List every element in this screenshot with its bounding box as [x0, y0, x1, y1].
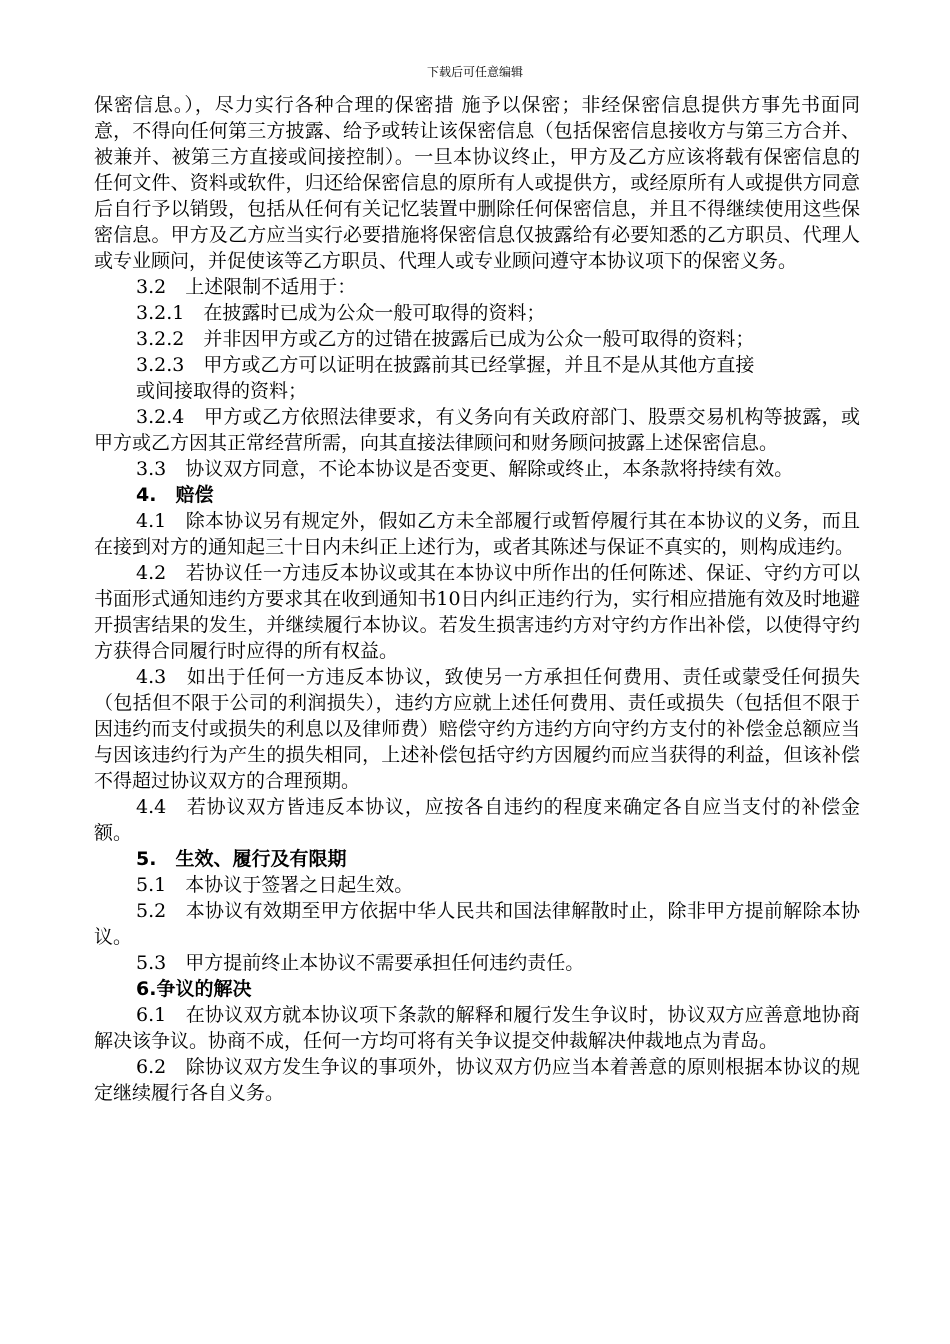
page-header: 下载后可任意编辑	[426, 65, 523, 79]
paragraph-confidentiality: 保密信息。），尽力实行各种合理的保密措 施予以保密；非经保密信息提供方事先书面同意，不得向任何第三方披露、给予或转让该保密信息（包括保密信息接收方与第三方合并、被兼并、被第三方直接或间接控制）。一旦本协议终止，甲方及乙方应该将载有保密信息的任何文件、资料或软件，归还给保密信息的原所有人或提供方，或经原所有人或提供方同意后自行予以销毁，包括从任何有关记忆装置中删除任何保密信息，并且不得继续使用这些保密信息。甲方及乙方应当实行必要措施将保密信息仅披露给有必要知悉的乙方职员、代理人或专业顾问，并促使该等乙方职员、代理人或专业顾问遵守本协议项下的保密义务。	[94, 94, 860, 272]
section-heading-6: 6.争议的解决	[136, 978, 252, 1000]
clause-4-1: 4.1 除本协议另有规定外，假如乙方未全部履行或暂停履行其在本协议的义务，而且在接到对方的通知起三十日内未纠正上述行为，或者其陈述与保证不真实的，则构成违约。	[94, 510, 860, 558]
clause-5-3: 5.3 甲方提前终止本协议不需要承担任何违约责任。	[136, 952, 585, 974]
clause-6-1: 6.1 在协议双方就本协议项下条款的解释和履行发生争议时，协议双方应善意地协商解决该争议。协商不成，任何一方均可将有关争议提交仲裁解决仲裁地点为青岛。	[94, 1004, 860, 1052]
clause-3-2-2: 3.2.2 并非因甲方或乙方的过错在披露后已成为公众一般可取得的资料；	[136, 328, 755, 350]
clause-3-2-3: 3.2.3 甲方或乙方可以证明在披露前其已经掌握，并且不是从其他方直接	[136, 354, 755, 376]
clause-3-2-3-cont: 或间接取得的资料；	[136, 380, 308, 402]
clause-5-1: 5.1 本协议于签署之日起生效。	[136, 874, 414, 896]
clause-3-3: 3.3 协议双方同意，不论本协议是否变更、解除或终止，本条款将持续有效。	[136, 458, 794, 480]
clause-4-4: 4.4 若协议双方皆违反本协议，应按各自违约的程度来确定各自应当支付的补偿金额。	[94, 796, 860, 844]
clause-5-2: 5.2 本协议有效期至甲方依据中华人民共和国法律解散时止，除非甲方提前解除本协议。	[94, 900, 860, 948]
clause-4-2: 4.2 若协议任一方违反本协议或其在本协议中所作出的任何陈述、保证、守约方可以书面形式通知违约方要求其在收到通知书10日内纠正违约行为，实行相应措施有效及时地避开损害结果的发生，并继续履行本协议。若发生损害违约方对守约方作出补偿，以使得守约方获得合同履行时应得的所有权益。	[94, 562, 860, 662]
clause-3-2-1: 3.2.1 在披露时已成为公众一般可取得的资料；	[136, 302, 546, 324]
clause-3-2: 3.2 上述限制不适用于：	[136, 276, 357, 298]
clause-4-3: 4.3 如出于任何一方违反本协议，致使另一方承担任何费用、责任或蒙受任何损失（包括但不限于公司的利润损失），违约方应就上述任何费用、责任或损失（包括但不限于因违约而支付或损失的利息以及律师费）赔偿守约方违约方向守约方支付的补偿金总额应当与因该违约行为产生的损失相同，上述补偿包括守约方因履约而应当获得的利益，但该补偿不得超过协议双方的合理预期。	[94, 666, 860, 792]
document-body	[94, 92, 860, 1106]
clause-6-2: 6.2 除协议双方发生争议的事项外，协议双方仍应当本着善意的原则根据本协议的规定继续履行各自义务。	[94, 1056, 860, 1104]
section-heading-5: 5. 生效、履行及有限期	[136, 848, 347, 870]
section-heading-4: 4. 赔偿	[136, 484, 214, 506]
clause-3-2-4: 3.2.4 甲方或乙方依照法律要求，有义务向有关政府部门、股票交易机构等披露，或甲方或乙方因其正常经营所需，向其直接法律顾问和财务顾问披露上述保密信息。	[94, 406, 860, 454]
